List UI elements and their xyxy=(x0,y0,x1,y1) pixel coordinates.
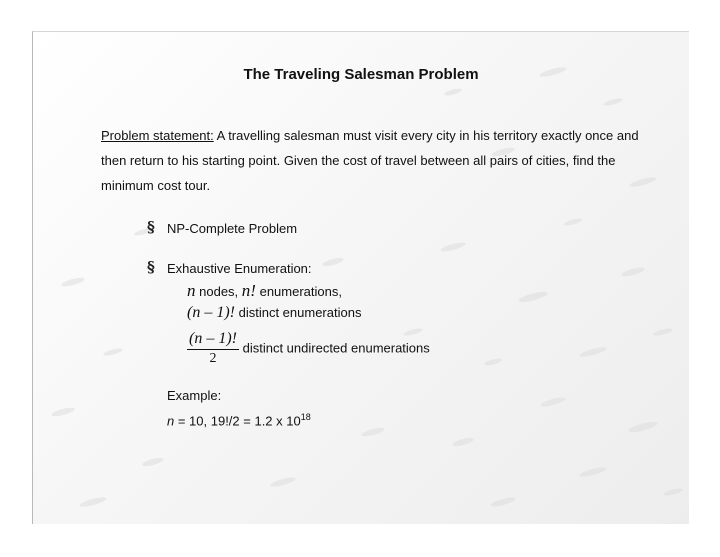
enumerations-text: enumerations, xyxy=(259,284,342,299)
problem-text: A travelling salesman must visit every city in his territory exactly once and then return to his starting point. Given the cost of travel between all pairs of cities, find the minimum cost tour. xyxy=(101,128,639,193)
background-texture xyxy=(33,32,689,524)
problem-statement xyxy=(101,123,661,198)
bullet-exhaustive-enumeration: Exhaustive Enumeration: xyxy=(167,261,312,276)
example-text: = 10, 19!/2 = 1.2 x 10 xyxy=(174,413,301,429)
fraction-denominator: 2 xyxy=(209,351,217,366)
example-var-n: n xyxy=(167,413,175,429)
slide xyxy=(32,31,689,524)
problem-label: Problem statement: xyxy=(101,128,214,143)
bullet-symbol: § xyxy=(147,218,155,236)
fraction-numerator: (n – 1)! xyxy=(187,330,239,350)
example-label: Example: xyxy=(167,388,222,403)
enumeration-line-distinct xyxy=(187,304,361,322)
enumeration-line-undirected xyxy=(187,330,430,368)
bullet-np-complete: NP-Complete Problem xyxy=(167,221,298,236)
math-n-minus-1-factorial: (n – 1)! xyxy=(187,304,235,321)
fraction xyxy=(187,330,239,368)
undirected-text: distinct undirected enumerations xyxy=(242,340,430,356)
example-exponent: 18 xyxy=(300,412,311,422)
enumeration-line-nodes xyxy=(187,281,342,301)
math-n: n xyxy=(187,281,196,300)
math-n-factorial: n! xyxy=(241,281,256,300)
nodes-text: nodes, xyxy=(199,284,239,299)
distinct-text: distinct enumerations xyxy=(238,305,362,320)
slide-title: The Traveling Salesman Problem xyxy=(243,66,479,83)
bullet-symbol: § xyxy=(147,258,155,276)
example-formula xyxy=(167,412,311,428)
